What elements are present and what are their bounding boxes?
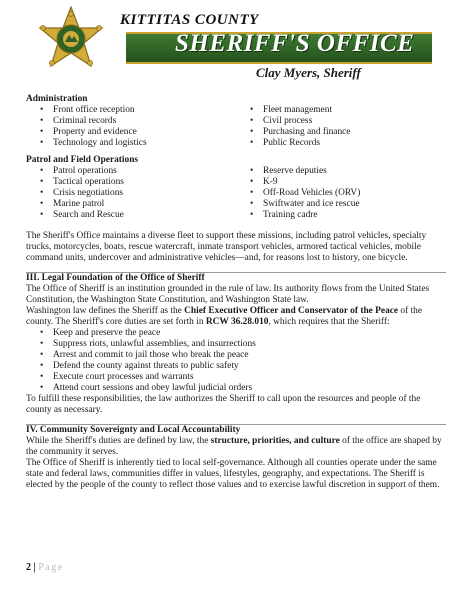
list-item: • Swiftwater and ice rescue (236, 199, 446, 210)
page-number: 2 (26, 562, 31, 573)
patrol-list (26, 166, 446, 221)
list-item: • Tactical operations (26, 177, 236, 188)
administration-heading: Administration (26, 94, 88, 104)
list-item: • Arrest and commit to jail those who break the peace (26, 350, 446, 361)
section-4-paragraph-1: While the Sheriff's duties are defined by law, the structure, priorities, and culture of the office are shaped by the community it serves. (26, 436, 442, 457)
list-item: • Suppress riots, unlawful assemblies, and insurrections (26, 339, 446, 350)
list-item: • Keep and preserve the peace (26, 328, 446, 339)
list-item: • Fleet management (236, 105, 446, 116)
page-label: Page (38, 562, 64, 573)
sheriff-star-badge (36, 6, 106, 76)
list-item: • Front office reception (26, 105, 236, 116)
section-3-heading: III. Legal Foundation of the Office of Sheriff (26, 273, 205, 283)
list-item: • Public Records (236, 138, 446, 149)
list-item: • Attend court sessions and obey lawful judicial orders (26, 383, 446, 394)
sheriff-duties-list (26, 328, 446, 394)
list-item: • Purchasing and finance (236, 127, 446, 138)
list-item: • K-9 (236, 177, 446, 188)
county-name: KITTITAS COUNTY (120, 12, 259, 28)
list-item: • Execute court processes and warrants (26, 372, 446, 383)
section-4-paragraph-2: The Office of Sheriff is inherently tied to local self-governance. Although all counties operate under the same state and federal laws, communities differ in values, lifestyles, geography, and expectations. The Sheriff is elected by the people of the county to reflect those values and to exercise lawful discretion in support of them. (26, 458, 440, 490)
list-item: • Patrol operations (26, 166, 236, 177)
fleet-paragraph: The Sheriff's Office maintains a diverse fleet to support these missions, including patrol vehicles, specialty trucks, motorcycles, boats, rescue watercraft, inmate transport vehicles, armored tactical vehicles, mobile command units, undercover and administrative vehicles—and, for reasons lost to history, one bicycle. (26, 231, 427, 263)
section-3-paragraph-2: Washington law defines the Sheriff as the Chief Executive Officer and Conservator of the Peace of the county. The Sheriff's core duties are set forth in RCW 36.28.010, which requires that the Sheriff: (26, 306, 423, 327)
office-title: SHERIFF'S OFFICE (175, 30, 415, 57)
list-item: • Off-Road Vehicles (ORV) (236, 188, 446, 199)
page-footer (26, 562, 64, 573)
list-item: • Criminal records (26, 116, 236, 127)
list-item: • Training cadre (236, 210, 446, 221)
patrol-heading: Patrol and Field Operations (26, 155, 139, 165)
section-4-heading: IV. Community Sovereignty and Local Accountability (26, 425, 241, 435)
list-item: • Crisis negotiations (26, 188, 236, 199)
list-item: • Marine patrol (26, 199, 236, 210)
sheriff-name: Clay Myers, Sheriff (256, 65, 361, 80)
list-item: • Technology and logistics (26, 138, 236, 149)
list-item: • Defend the county against threats to public safety (26, 361, 446, 372)
list-item: • Property and evidence (26, 127, 236, 138)
administration-list (26, 105, 446, 149)
list-item: • Reserve deputies (236, 166, 446, 177)
page-body (26, 94, 446, 491)
list-item: • Search and Rescue (26, 210, 236, 221)
footer-separator: | (33, 562, 36, 573)
section-3-paragraph-1: The Office of Sheriff is an institution grounded in the rule of law. Its authority flows from the United States Constitution, the Washington State Constitution, and Washington State law. (26, 284, 430, 305)
section-3-paragraph-3: To fulfill these responsibilities, the law authorizes the Sheriff to call upon the resources and people of the county as necessary. (26, 394, 421, 415)
letterhead (0, 0, 474, 100)
list-item: • Civil process (236, 116, 446, 127)
